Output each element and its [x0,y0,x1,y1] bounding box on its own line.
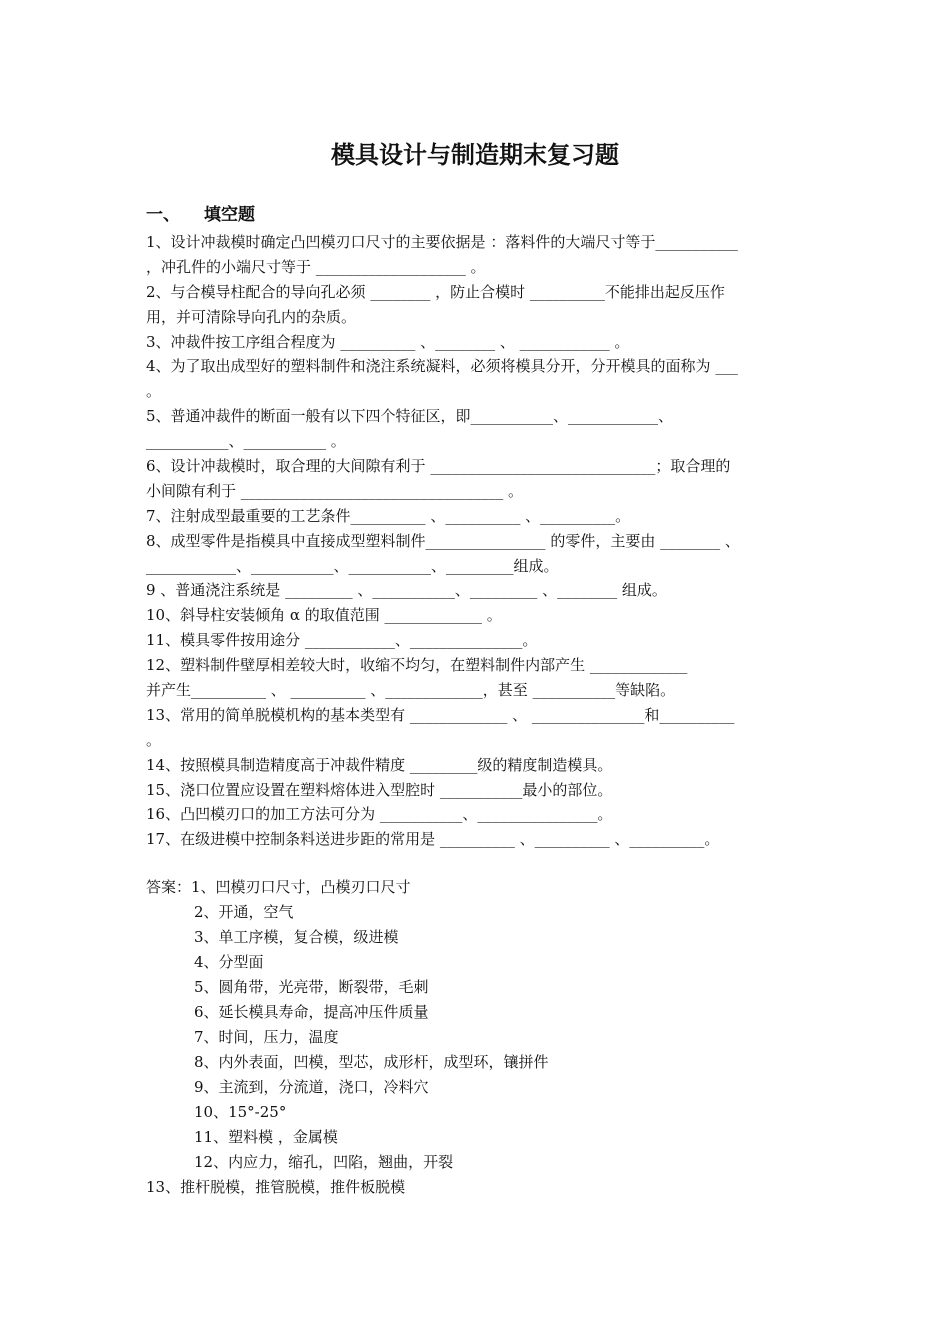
question-line: ____________、___________、___________、_________组成。 [146,556,559,575]
question-line: 15、浇口位置应设置在塑料熔体进入型腔时 ___________最小的部位。 [146,780,613,799]
section-number: 一、 [146,205,180,225]
question-line: 16、凸凹模刃口的加工方法可分为 ___________、________________。 [146,805,613,824]
question-line: 11、模具零件按用途分 ____________、_______________。 [146,631,538,650]
question-line: 12、塑料制件壁厚相差较大时，收缩不均匀，在塑料制件内部产生 _____________ [146,656,688,675]
answer-item: 3、单工序模，复合模，级进模 [194,928,399,946]
question-line: 3、冲裁件按工序组合程度为 __________ 、________ 、 ____________ 。 [146,332,630,351]
answer-item: 5、圆角带，光亮带，断裂带，毛刺 [194,978,429,996]
question-line: 并产生__________ 、 __________ 、_____________，甚至 ___________等缺陷。 [146,681,676,700]
answer-item: 8、内外表面，凹模，型芯，成形杆，成型环，镶拼件 [194,1053,549,1071]
answer-item: 9、主流到，分流道，浇口，冷料穴 [194,1078,429,1096]
question-line: 2、与合模导柱配合的导向孔必须 ________ ，防止合模时 __________不能排出起反压作 [146,282,725,301]
answer-item: 2、开通，空气 [194,903,294,921]
question-line: 9 、普通浇注系统是 _________ 、___________、_________ 、________ 组成。 [146,581,667,600]
answer-item: 12、内应力，缩孔，凹陷，翘曲，开裂 [194,1153,454,1171]
answer-item: 7、时间，压力，温度 [194,1028,339,1046]
answer-item: 10、15°-25° [194,1103,287,1121]
answer-list [146,875,811,1200]
question-line: 6、设计冲裁模时，取合理的大间隙有利于 ______________________________；取合理的 [146,457,731,476]
question-line: 5、普通冲裁件的断面一般有以下四个特征区，即___________、____________、 [146,407,674,426]
question-line: 13、常用的简单脱模机构的基本类型有 _____________ 、 _______________和__________ [146,705,735,724]
question-line: 14、按照模具制造精度高于冲裁件精度 _________级的精度制造模具。 [146,755,613,774]
answer-item: 1、凹模刃口尺寸，凸模刃口尺寸 [191,878,411,896]
question-line: 7、注射成型最重要的工艺条件__________ 、__________ 、__________。 [146,506,631,525]
question-line: 小间隙有利于 ___________________________________ 。 [146,481,524,500]
answer-item: 13、推杆脱模，推管脱模，推件板脱模 [146,1178,406,1196]
question-line: ，冲孔件的小端尺寸等于 ____________________ 。 [146,257,486,276]
section-heading [146,200,255,225]
question-list [146,230,811,852]
question-line: 。 [146,730,162,749]
answer-item: 11、塑料模 ，金属模 [194,1128,338,1146]
answer-label: 答案： [146,878,192,896]
question-line: 8、成型零件是指模具中直接成型塑料制件________________ 的零件，主要由 ________ 、 [146,531,740,550]
answer-item: 4、分型面 [194,953,264,971]
question-line: 4、为了取出成型好的塑料制件和浇注系统凝料，必须将模具分开，分开模具的面称为 ___ [146,357,738,376]
question-line: 用，并可清除导向孔内的杂质。 [146,307,357,326]
page-title: 模具设计与制造期末复习题 [331,141,619,169]
answer-item: 6、延长模具寿命，提高冲压件质量 [194,1003,429,1021]
question-line: ___________、___________ 。 [146,432,346,451]
question-line: 。 [146,382,162,401]
answer-line [146,875,811,900]
question-line: 17、在级进模中控制条料送进步距的常用是 __________ 、__________ 、__________。 [146,830,720,849]
question-line: 1、设计冲裁模时确定凸凹模刃口尺寸的主要依据是 ：落料件的大端尺寸等于___________ [146,233,738,251]
question-line: 10、斜导柱安装倾角 α 的取值范围 _____________ 。 [146,606,502,625]
section-label: 填空题 [204,205,255,225]
